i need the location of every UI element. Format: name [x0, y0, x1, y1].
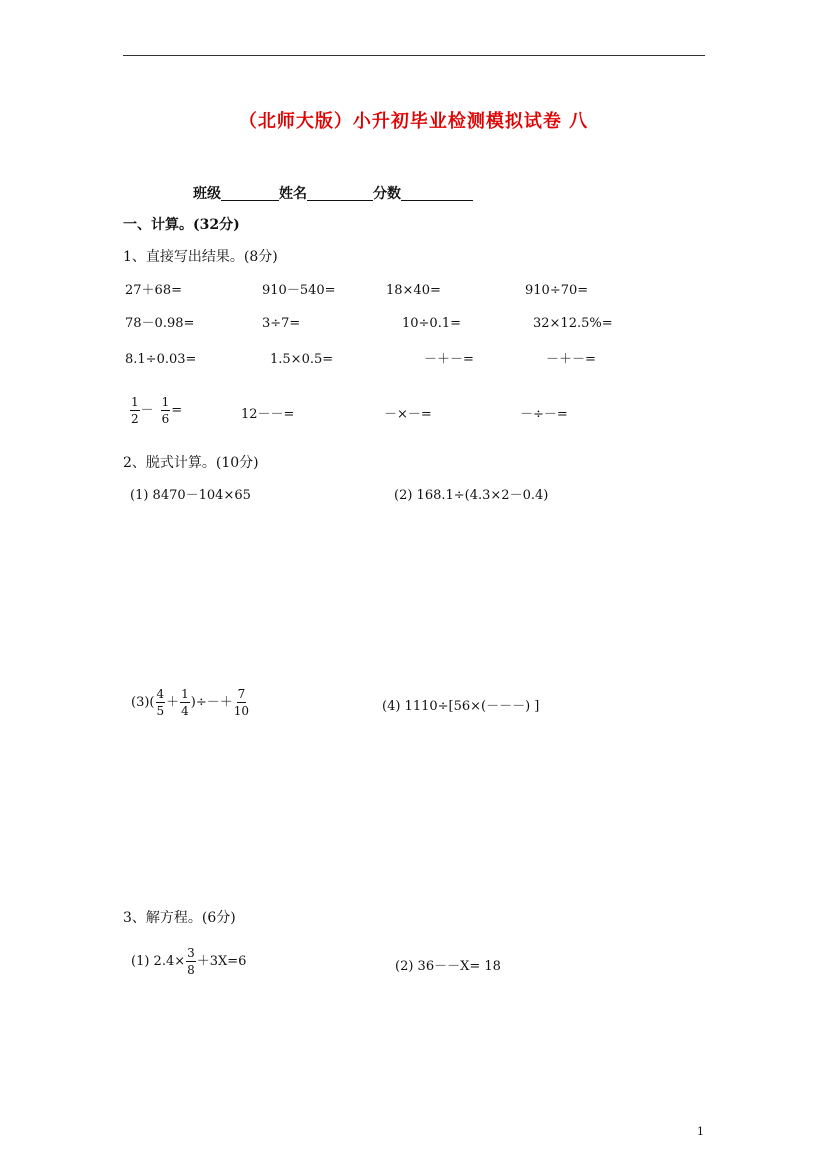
q3-problem-1: (1) 2.4× $\frac{3}{8}$ ＋3X=6: [131, 946, 247, 977]
q1-item-11: －＋－=: [424, 352, 474, 367]
class-blank[interactable]: [221, 186, 279, 201]
q1-item-14: 12－－=: [241, 407, 295, 422]
q1-item-10: 1.5×0.5=: [270, 352, 334, 367]
q2-problem-1: (1) 8470－104×65: [130, 488, 251, 503]
q1-item-13: $\frac{1}{2}$ － $\frac{1}{6}$ =: [131, 395, 183, 426]
q2-problem-3: (3)( $\frac{4}{5}$ ＋ $\frac{1}{4}$ )÷－＋ $\frac{7}{10}$: [131, 687, 250, 718]
fraction: $\frac{1}{6}$: [161, 395, 170, 426]
page-title: （北师大版）小升初毕业检测模拟试卷 八: [238, 111, 589, 132]
q3-problem-2: (2) 36－－X= 18: [395, 959, 501, 974]
q2-problem-4: (4) 1110÷[56×(－－－) ]: [382, 699, 540, 714]
name-blank[interactable]: [307, 186, 373, 201]
fraction: $\frac{7}{10}$: [233, 687, 250, 718]
q2-heading: 2、脱式计算。(10分): [123, 455, 259, 471]
q1-item-7: 10÷0.1=: [402, 316, 462, 331]
q1-item-5: 78－0.98=: [125, 316, 195, 331]
q1-item-16: －÷－=: [520, 407, 568, 422]
fraction: $\frac{4}{5}$: [156, 687, 165, 718]
student-info-line: [193, 186, 473, 201]
fraction: $\frac{1}{2}$: [131, 395, 139, 426]
q2-problem-2: (2) 168.1÷(4.3×2－0.4): [394, 488, 549, 503]
top-rule: [123, 55, 705, 56]
q1-item-8: 32×12.5%=: [533, 316, 613, 331]
fraction: $\frac{3}{8}$: [187, 946, 195, 977]
fraction: $\frac{1}{4}$: [181, 687, 189, 718]
q1-item-15: －×－=: [384, 407, 432, 422]
section1-heading: 一、计算。(32分): [123, 217, 240, 233]
q1-item-1: 27＋68=: [125, 283, 182, 298]
score-label: 分数: [373, 186, 401, 202]
name-label: 姓名: [279, 186, 307, 202]
class-label: 班级: [193, 186, 221, 202]
q1-item-3: 18×40=: [386, 283, 441, 298]
q1-item-9: 8.1÷0.03=: [125, 352, 197, 367]
page-number: 1: [697, 1125, 704, 1138]
q1-item-2: 910－540=: [262, 283, 336, 298]
q1-item-6: 3÷7=: [262, 316, 301, 331]
q1-item-12: －＋－=: [546, 352, 596, 367]
q3-heading: 3、解方程。(6分): [123, 910, 236, 926]
score-blank[interactable]: [401, 186, 473, 201]
q1-heading: 1、直接写出结果。(8分): [123, 249, 278, 265]
q1-item-4: 910÷70=: [525, 283, 589, 298]
